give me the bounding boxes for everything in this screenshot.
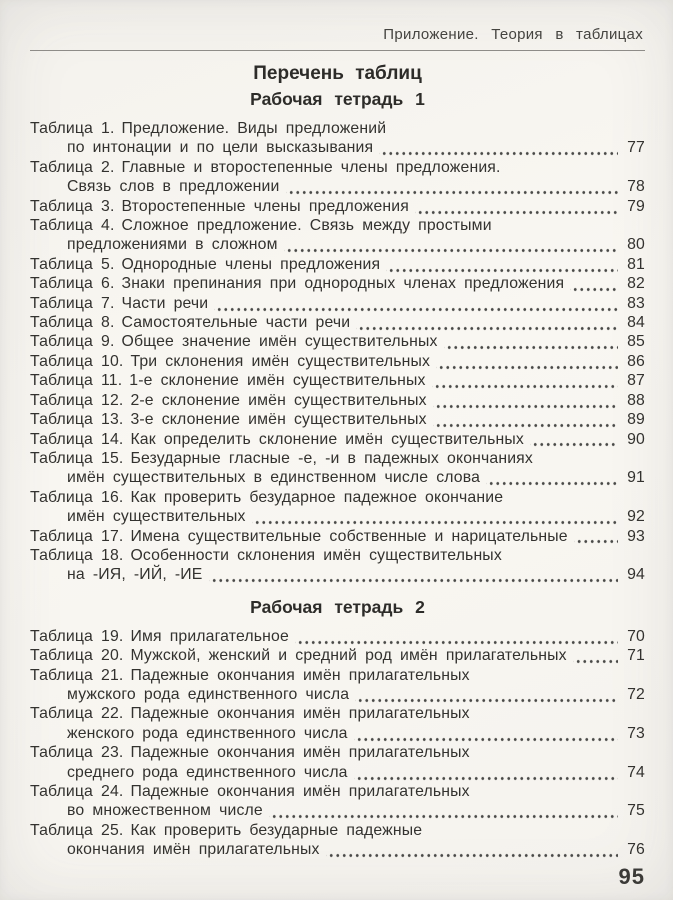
- page-number: 95: [618, 864, 645, 889]
- toc-entry: [30, 821, 645, 860]
- entry-title-text: Имя прилагательное: [130, 627, 289, 645]
- dot-leader: [286, 177, 618, 196]
- toc-entry-line: [30, 468, 645, 487]
- toc-entry: [30, 352, 645, 371]
- dot-leader: [436, 352, 618, 371]
- dot-leader: [354, 724, 618, 743]
- toc-entry: [30, 274, 645, 293]
- entry-page-number: 74: [627, 763, 645, 781]
- entry-title-text: Падежные окончания имён прилагательных: [130, 744, 470, 762]
- toc-entry-line: [30, 119, 645, 138]
- entry-title-text: Мужской, женский и средний род имён прилагательных: [130, 647, 567, 665]
- toc-entry-line: [30, 274, 645, 293]
- dot-leader: [573, 646, 618, 665]
- toc-entry-line: [30, 724, 645, 743]
- entry-title-text: Как проверить безударное падежное окончание: [130, 488, 504, 506]
- entry-label: Таблица 15.: [30, 449, 124, 467]
- entry-label: Таблица 1.: [30, 120, 115, 137]
- dot-leader: [574, 527, 618, 546]
- entry-page-number: 88: [627, 391, 645, 409]
- page-title: Перечень таблиц: [253, 63, 422, 84]
- toc-entry: [30, 391, 645, 410]
- entry-title-text: Особенности склонения имён существительных: [130, 546, 502, 564]
- entry-page-number: 76: [627, 841, 645, 859]
- dot-leader: [433, 391, 618, 410]
- dot-leader: [326, 840, 618, 859]
- dot-leader: [486, 468, 618, 487]
- dot-leader: [269, 801, 618, 820]
- entry-title-text: 2-е склонение имён существительных: [130, 391, 427, 409]
- toc-entry-line: [30, 763, 645, 782]
- toc-entry-line: [30, 565, 645, 584]
- entry-page-number: 90: [627, 430, 645, 448]
- entry-label: Таблица 5.: [30, 255, 115, 273]
- toc-entry-line: [30, 410, 645, 429]
- toc-entry-line: [30, 507, 645, 526]
- running-header-text: Приложение. Теория в таблицах: [383, 26, 643, 43]
- entry-title-text: на -ИЯ, -ИЙ, -ИЕ: [67, 566, 203, 584]
- entry-page-number: 75: [627, 802, 645, 820]
- toc-entry: [30, 255, 645, 274]
- entry-label: Таблица 19.: [30, 627, 124, 645]
- dot-leader: [386, 255, 618, 274]
- toc-entry: [30, 782, 645, 821]
- toc-entry-line: [30, 177, 645, 196]
- toc-entry-line: [30, 449, 645, 468]
- toc-entry: [30, 704, 645, 743]
- toc-entry-line: [30, 627, 645, 646]
- toc-entry: [30, 743, 645, 782]
- toc-entry: [30, 488, 645, 527]
- toc-entry: [30, 216, 645, 255]
- toc-entry-line: [30, 235, 645, 254]
- entry-page-number: 77: [627, 139, 645, 157]
- entry-title-text: женского рода единственного числа: [67, 724, 348, 742]
- toc-entry-line: [30, 685, 645, 704]
- entry-page-number: 92: [627, 508, 645, 526]
- entry-label: Таблица 3.: [30, 197, 115, 215]
- entry-title-text: имён существительных: [67, 508, 246, 526]
- dot-leader: [209, 565, 619, 584]
- entry-label: Таблица 11.: [30, 372, 123, 390]
- dot-leader: [252, 507, 618, 526]
- toc-entry: [30, 371, 645, 390]
- dot-leader: [415, 197, 618, 216]
- entry-title-text: 3-е склонение имён существительных: [130, 411, 427, 429]
- entry-title-text: окончания имён прилагательных: [67, 841, 320, 859]
- entry-title-text: Три склонения имён существительных: [130, 352, 431, 370]
- entry-label: Таблица 17.: [30, 527, 124, 545]
- entry-label: Таблица 22.: [30, 705, 124, 723]
- toc-entry-line: [30, 821, 645, 840]
- toc-entry: [30, 646, 645, 665]
- entry-page-number: 72: [627, 685, 645, 703]
- entry-label: Таблица 10.: [30, 352, 124, 370]
- entry-label: Таблица 25.: [30, 821, 124, 839]
- entry-label: Таблица 21.: [30, 666, 124, 684]
- toc-entry-line: [30, 704, 645, 723]
- entry-title-text: Как определить склонение имён существительных: [130, 430, 524, 448]
- entry-page-number: 94: [627, 566, 645, 584]
- dot-leader: [570, 274, 618, 293]
- toc-entry: [30, 158, 645, 197]
- dot-leader: [214, 294, 618, 313]
- entry-title-text: среднего рода единственного числа: [67, 763, 348, 781]
- entry-label: Таблица 23.: [30, 744, 124, 762]
- entry-label: Таблица 2.: [30, 158, 115, 176]
- entry-title-text: Самостоятельные части речи: [121, 314, 351, 332]
- toc-entry: [30, 294, 645, 313]
- toc-entry-line: [30, 430, 645, 449]
- entry-page-number: 70: [627, 627, 645, 645]
- entry-title-text: имён существительных в единственном числе слова: [67, 469, 481, 487]
- toc-entry: [30, 197, 645, 216]
- toc-entry-line: [30, 216, 645, 235]
- entry-label: Таблица 6.: [30, 275, 115, 293]
- toc-entry-line: [30, 840, 645, 859]
- entry-title-text: мужского рода единственного числа: [67, 685, 350, 703]
- entry-title-text: Предложение. Виды предложений: [121, 120, 387, 137]
- entry-label: Таблица 20.: [30, 647, 124, 665]
- toc-entry: [30, 666, 645, 705]
- entry-page-number: 83: [627, 294, 645, 312]
- entry-label: Таблица 7.: [30, 294, 115, 312]
- entry-label: Таблица 4.: [30, 217, 115, 235]
- entry-page-number: 82: [627, 275, 645, 293]
- dot-leader: [433, 410, 618, 429]
- entry-page-number: 91: [627, 469, 645, 487]
- dot-leader: [295, 627, 618, 646]
- section-subtitle: Рабочая тетрадь 1: [250, 89, 425, 109]
- entry-title-text: Части речи: [121, 294, 209, 312]
- entry-page-number: 93: [627, 527, 645, 545]
- entry-label: Таблица 8.: [30, 314, 115, 332]
- entry-title-text: Второстепенные члены предложения: [121, 197, 409, 215]
- entry-title-text: Однородные члены предложения: [121, 255, 381, 273]
- dot-leader: [284, 235, 618, 254]
- entry-page-number: 81: [627, 255, 645, 273]
- dot-leader: [444, 332, 618, 351]
- entry-title-text: Как проверить безударные падежные: [130, 821, 423, 839]
- toc-entry-line: [30, 138, 645, 157]
- toc-entry-line: [30, 743, 645, 762]
- toc-entry: [30, 119, 645, 158]
- toc-entry: [30, 449, 645, 488]
- entry-page-number: 71: [627, 647, 645, 665]
- entry-page-number: 85: [627, 333, 645, 351]
- entry-title-text: Знаки препинания при однородных членах предложения: [121, 275, 565, 293]
- entry-page-number: 78: [627, 178, 645, 196]
- entry-title-text: предложениями в сложном: [67, 236, 278, 254]
- toc-entry-line: [30, 158, 645, 177]
- entry-page-number: 80: [627, 236, 645, 254]
- toc-section: [30, 597, 645, 860]
- toc-entry: [30, 627, 645, 646]
- entry-title-text: Падежные окончания имён прилагательных: [130, 705, 470, 723]
- entry-title-text: Главные и второстепенные члены предложения.: [121, 158, 501, 176]
- entry-label: Таблица 24.: [30, 783, 124, 800]
- toc-entry-line: [30, 371, 645, 390]
- toc-entry-line: [30, 313, 645, 332]
- toc-entry-line: [30, 801, 645, 820]
- entry-page-number: 89: [627, 411, 645, 429]
- entry-title-text: Сложное предложение. Связь между простыми: [121, 217, 492, 235]
- entry-title-text: 1-е склонение имён существительных: [129, 372, 426, 390]
- entry-title-text: по интонации и по цели высказывания: [67, 139, 374, 157]
- running-header: [30, 24, 645, 51]
- toc-entry-line: [30, 294, 645, 313]
- toc-sections: [30, 89, 645, 860]
- dot-leader: [356, 313, 618, 332]
- entry-title-text: Общее значение имён существительных: [121, 333, 438, 351]
- section-subtitle: Рабочая тетрадь 2: [250, 596, 425, 617]
- entry-page-number: 79: [627, 197, 645, 215]
- toc-entry-line: [30, 488, 645, 507]
- toc-entry: [30, 332, 645, 351]
- toc-entry-line: [30, 332, 645, 351]
- entry-label: Таблица 14.: [30, 430, 124, 448]
- toc-entry-line: [30, 255, 645, 274]
- entry-page-number: 87: [627, 372, 645, 390]
- dot-leader: [432, 371, 618, 390]
- dot-leader: [379, 138, 618, 157]
- entry-title-text: Имена существительные собственные и нарицательные: [130, 527, 568, 545]
- toc-entry: [30, 527, 645, 546]
- dot-leader: [530, 430, 618, 449]
- dot-leader: [355, 685, 618, 704]
- entry-label: Таблица 9.: [30, 333, 115, 351]
- entry-label: Таблица 13.: [30, 411, 124, 429]
- entry-label: Таблица 12.: [30, 391, 124, 409]
- toc-section: [30, 89, 645, 585]
- toc-entry: [30, 313, 645, 332]
- entry-label: Таблица 18.: [30, 546, 124, 564]
- toc-entry-line: [30, 352, 645, 371]
- toc-entry-line: [30, 527, 645, 546]
- entry-page-number: 84: [627, 314, 645, 332]
- toc-entry-line: [30, 646, 645, 665]
- toc-entry: [30, 430, 645, 449]
- entry-page-number: 86: [627, 352, 645, 370]
- entry-title-text: Безударные гласные -е, -и в падежных окончаниях: [130, 449, 533, 467]
- toc-entry-line: [30, 666, 645, 685]
- entry-label: Таблица 16.: [30, 488, 124, 506]
- entry-title-text: Связь слов в предложении: [67, 178, 280, 196]
- toc-entry-line: [30, 546, 645, 565]
- entry-page-number: 73: [627, 724, 645, 742]
- entry-title-text: во множественном числе: [67, 802, 263, 820]
- toc-entry-line: [30, 197, 645, 216]
- toc-entry-line: [30, 782, 645, 801]
- entry-title-text: Падежные окончания имён прилагательных: [130, 666, 470, 684]
- toc-entry: [30, 410, 645, 429]
- toc-entry-line: [30, 391, 645, 410]
- entry-title-text: Падежные окончания имён прилагательных: [130, 783, 470, 800]
- dot-leader: [354, 763, 618, 782]
- toc-entry: [30, 546, 645, 585]
